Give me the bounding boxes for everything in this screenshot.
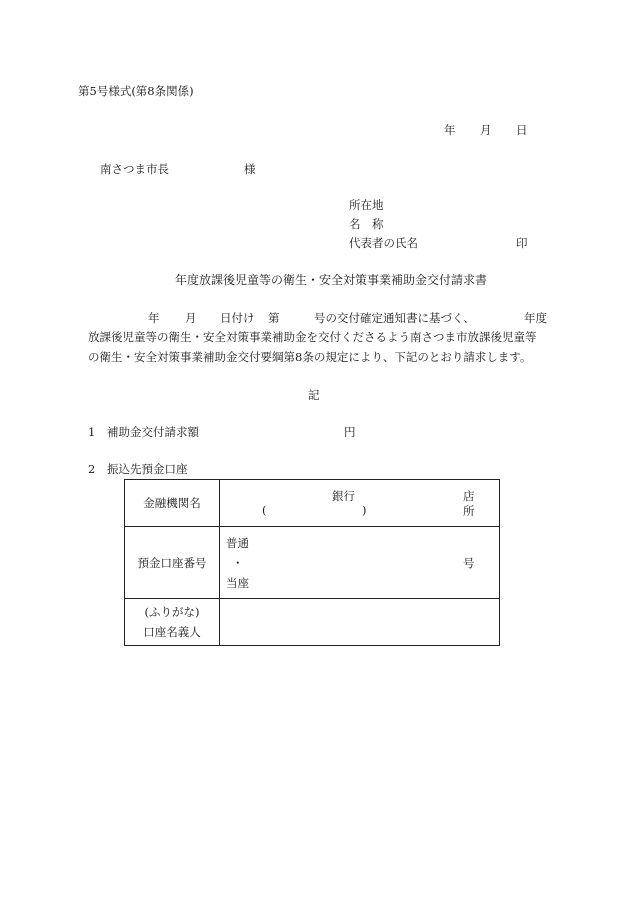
holder-furigana-label: (ふりがな) xyxy=(144,605,200,619)
form-id: 第5号様式(第8条関係) xyxy=(78,84,194,98)
holder-label: 口座名義人 xyxy=(143,625,201,639)
holder-label-cell xyxy=(125,599,220,646)
body-line1-year: 年 xyxy=(148,311,160,325)
addressee-name: 南さつま市長 xyxy=(100,162,169,176)
account-number-unit: 号 xyxy=(463,556,475,570)
body-line1-fiscal: 年度 xyxy=(524,311,547,325)
branch-suffix-top: 店 xyxy=(463,489,475,503)
account-type-separator: ・ xyxy=(232,556,244,570)
body-line3: の衛生・安全対策事業補助金交付要綱第8条の規定により、下記のとおり請求します。 xyxy=(88,350,532,364)
date-month: 月 xyxy=(480,123,492,137)
seal-mark: 印 xyxy=(516,236,528,250)
body-line1-text: 号の交付確定通知書に基づく、 xyxy=(314,311,475,325)
bank-label: 金融機関名 xyxy=(143,496,201,510)
date-year: 年 xyxy=(444,123,456,137)
body-line1-dated: 日付け xyxy=(220,311,255,325)
bank-value-cell xyxy=(220,480,500,527)
account-label-cell xyxy=(125,527,220,599)
account-type-ordinary: 普通 xyxy=(226,536,249,550)
body-line2: 放課後児童等の衛生・安全対策事業補助金を交付くださるよう南さつま市放課後児童等 xyxy=(88,330,537,344)
body-line1-no: 第 xyxy=(268,311,280,325)
item2-label: 振込先預金口座 xyxy=(107,462,188,476)
address-label: 所在地 xyxy=(349,198,384,212)
account-label: 預金口座番号 xyxy=(137,555,207,570)
ki-heading: 記 xyxy=(308,388,320,402)
item1-label: 補助金交付請求額 xyxy=(107,425,199,439)
branch-suffix-bottom: 所 xyxy=(463,504,475,518)
item2-number: 2 xyxy=(88,462,96,476)
branch-close-paren: ) xyxy=(362,503,367,517)
representative-label: 代表者の氏名 xyxy=(349,236,418,250)
addressee-honorific: 様 xyxy=(244,162,256,176)
bank-suffix: 銀行 xyxy=(332,489,355,503)
branch-open-paren: ( xyxy=(262,503,267,517)
bank-account-table xyxy=(124,479,500,646)
account-value-cell xyxy=(220,527,500,599)
item1-unit: 円 xyxy=(344,425,356,439)
document-title: 年度放課後児童等の衛生・安全対策事業補助金交付請求書 xyxy=(175,273,488,287)
date-day: 日 xyxy=(516,123,528,137)
item1-number: 1 xyxy=(88,425,96,439)
account-type-current: 当座 xyxy=(226,576,249,590)
holder-value-cell xyxy=(220,599,500,646)
name-label: 名 称 xyxy=(349,217,384,231)
bank-label-cell xyxy=(125,480,220,527)
body-line1-month: 月 xyxy=(185,311,197,325)
